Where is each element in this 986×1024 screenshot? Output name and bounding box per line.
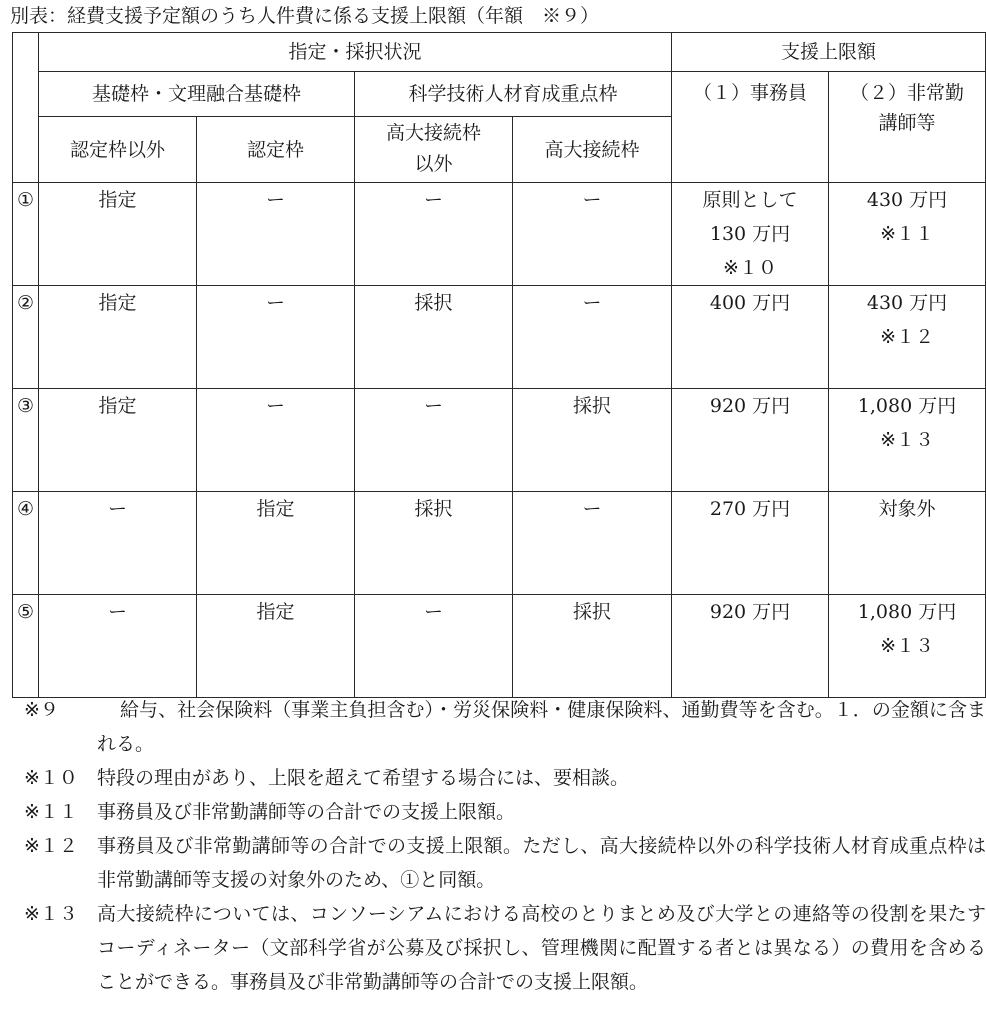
table-row [13, 183, 986, 286]
footnote-mark: ※１０ [24, 767, 78, 789]
cell-cert: ー [197, 286, 355, 389]
row-number: ① [13, 183, 39, 286]
header-non-cert: 認定枠以外 [39, 117, 197, 183]
footnote-text: 特段の理由があり、上限を超えて希望する場合には、要相談。 [97, 767, 630, 789]
footnote-mark: ※１２ [24, 835, 78, 857]
table-row [13, 389, 986, 492]
cell-non-cert: 指定 [39, 389, 197, 492]
header-limit: 支援上限額 [672, 33, 986, 72]
table-row [13, 492, 986, 595]
row-number: ② [13, 286, 39, 389]
footnote-mark: ※１１ [24, 801, 78, 823]
cell-clerk: 270 万円 [672, 492, 829, 595]
cell-lecturer: 430 万円 ※１２ [829, 286, 986, 389]
footnote [24, 897, 986, 999]
cell-clerk: 原則として 130 万円 ※１０ [672, 183, 829, 286]
header-lecturer: （２）非常勤 講師等 [829, 72, 986, 183]
header-sci: 科学技術人材育成重点枠 [355, 72, 672, 117]
cell-non-hs: ー [355, 595, 513, 698]
footnote-mark: ※９ [24, 699, 59, 721]
footnote [24, 693, 986, 761]
cell-hs: ー [513, 286, 672, 389]
support-limit-table [12, 32, 986, 698]
cell-clerk: 920 万円 [672, 389, 829, 492]
footnote-text: 事務員及び非常勤講師等の合計での支援上限額。 [97, 801, 516, 823]
cell-hs: 採択 [513, 595, 672, 698]
footnote [24, 795, 986, 829]
cell-non-cert: ー [39, 595, 197, 698]
header-non-hs: 高大接続枠 以外 [355, 117, 513, 183]
cell-hs: 採択 [513, 389, 672, 492]
footnote-text: 高大接続枠については、コンソーシアムにおける高校のとりまとめ及び大学との連絡等の役割を果たすコーディネーター（文部科学省が公募及び採択し、管理機関に配置する者とは異なる）の費用を含めることができる。事務員及び非常勤講師等の合計での支援上限額。 [97, 903, 986, 993]
header-status: 指定・採択状況 [39, 33, 672, 72]
header-clerk: （１）事務員 [672, 72, 829, 183]
cell-cert: 指定 [197, 492, 355, 595]
cell-non-cert: ー [39, 492, 197, 595]
table-caption: 別表：経費支援予定額のうち人件費に係る支援上限額（年額 ※９） [10, 5, 600, 27]
cell-non-hs: 採択 [355, 286, 513, 389]
cell-lecturer: 対象外 [829, 492, 986, 595]
table-row [13, 595, 986, 698]
cell-non-hs: ー [355, 183, 513, 286]
cell-non-cert: 指定 [39, 183, 197, 286]
cell-cert: ー [197, 389, 355, 492]
row-number: ⑤ [13, 595, 39, 698]
corner-cell [13, 33, 39, 183]
footnote-text: 給与、社会保険料（事業主負担含む）・労災保険料・健康保険料、通勤費等を含む。１．の金額に含まれる。 [97, 699, 986, 755]
cell-non-hs: ー [355, 389, 513, 492]
header-hs: 高大接続枠 [513, 117, 672, 183]
cell-clerk: 920 万円 [672, 595, 829, 698]
cell-lecturer: 1,080 万円 ※１３ [829, 595, 986, 698]
cell-non-cert: 指定 [39, 286, 197, 389]
row-number: ③ [13, 389, 39, 492]
cell-clerk: 400 万円 [672, 286, 829, 389]
cell-cert: ー [197, 183, 355, 286]
footnote-text: 事務員及び非常勤講師等の合計での支援上限額。ただし、高大接続枠以外の科学技術人材育成重点枠は非常勤講師等支援の対象外のため、①と同額。 [97, 835, 986, 891]
cell-cert: 指定 [197, 595, 355, 698]
footnote [24, 761, 986, 795]
cell-lecturer: 1,080 万円 ※１３ [829, 389, 986, 492]
table-row [13, 286, 986, 389]
header-basic: 基礎枠・文理融合基礎枠 [39, 72, 355, 117]
footnote-mark: ※１３ [24, 903, 78, 925]
cell-lecturer: 430 万円 ※１１ [829, 183, 986, 286]
cell-hs: ー [513, 492, 672, 595]
header-cert: 認定枠 [197, 117, 355, 183]
row-number: ④ [13, 492, 39, 595]
cell-non-hs: 採択 [355, 492, 513, 595]
footnotes [24, 693, 986, 999]
cell-hs: ー [513, 183, 672, 286]
footnote [24, 829, 986, 897]
